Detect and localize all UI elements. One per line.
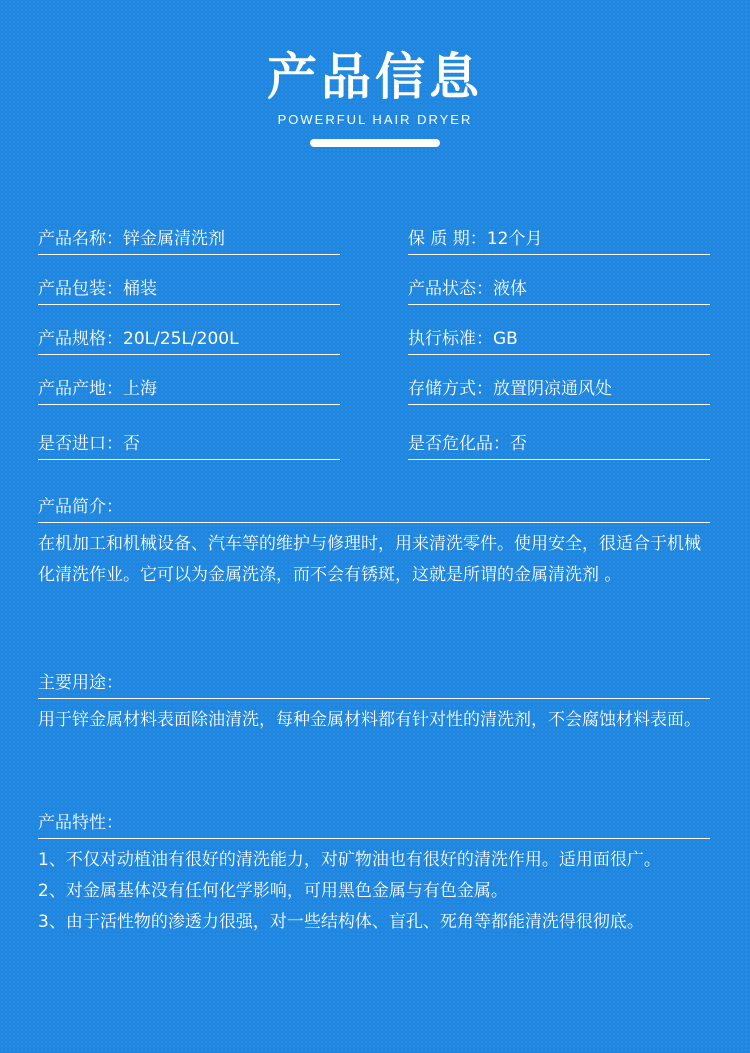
page-header bbox=[0, 44, 750, 147]
info-label: 产品产地： bbox=[38, 379, 123, 399]
info-label: 是否危化品： bbox=[408, 434, 510, 454]
info-label: 产品状态： bbox=[408, 279, 493, 299]
info-value: 上海 bbox=[123, 379, 157, 399]
features-section bbox=[38, 808, 710, 938]
product-info-grid bbox=[38, 205, 710, 460]
info-label: 产品名称： bbox=[38, 229, 123, 249]
info-row bbox=[38, 205, 710, 255]
info-label: 保 质 期： bbox=[408, 229, 487, 249]
page-subtitle: POWERFUL HAIR DRYER bbox=[277, 112, 473, 127]
info-origin bbox=[38, 355, 340, 405]
info-row bbox=[38, 405, 710, 460]
info-spec bbox=[38, 305, 340, 355]
section-heading: 产品简介： bbox=[38, 492, 710, 523]
info-label: 产品规格： bbox=[38, 329, 123, 349]
info-row bbox=[38, 355, 710, 405]
info-value: 液体 bbox=[493, 279, 527, 299]
page-title: 产品信息 bbox=[267, 48, 483, 106]
section-body bbox=[38, 705, 710, 736]
info-label: 存储方式： bbox=[408, 379, 493, 399]
info-hazardous bbox=[408, 405, 710, 460]
info-label: 执行标准： bbox=[408, 329, 493, 349]
info-packaging bbox=[38, 255, 340, 305]
info-shelf-name bbox=[38, 205, 340, 255]
info-value: 20L/25L/200L bbox=[123, 329, 239, 349]
feature-item: 3、由于活性物的渗透力很强，对一些结构体、盲孔、死角等都能清洗得很彻底。 bbox=[38, 912, 644, 932]
feature-item: 1、不仅对动植油有很好的清洗能力，对矿物油也有很好的清洗作用。适用面很广。 bbox=[38, 850, 661, 870]
info-state bbox=[408, 255, 710, 305]
info-imported bbox=[38, 405, 340, 460]
info-value: 12个月 bbox=[486, 229, 543, 249]
info-row bbox=[38, 305, 710, 355]
info-row bbox=[38, 255, 710, 305]
usage-section bbox=[38, 668, 710, 736]
info-value: 桶装 bbox=[123, 279, 157, 299]
info-value: 放置阴凉通风处 bbox=[493, 379, 612, 399]
usage-text: 用于锌金属材料表面除油清洗，每种金属材料都有针对性的清洗剂，不会腐蚀材料表面。 bbox=[38, 710, 701, 730]
info-value: 否 bbox=[123, 434, 140, 454]
intro-section bbox=[38, 492, 710, 591]
section-body bbox=[38, 845, 710, 938]
info-label: 产品包装： bbox=[38, 279, 123, 299]
feature-item: 2、对金属基体没有任何化学影响，可用黑色金属与有色金属。 bbox=[38, 881, 508, 901]
intro-text: 在机加工和机械设备、汽车等的维护与修理时，用来清洗零件。使用安全，很适合于机械化清洗作业。它可以为金属洗涤，而不会有锈斑，这就是所谓的金属清洗剂 。 bbox=[38, 534, 701, 585]
info-shelf-life bbox=[408, 205, 710, 255]
info-standard bbox=[408, 305, 710, 355]
info-label: 是否进口： bbox=[38, 434, 123, 454]
section-body bbox=[38, 529, 710, 591]
info-value: 否 bbox=[510, 434, 527, 454]
section-heading: 主要用途： bbox=[38, 668, 710, 699]
info-storage bbox=[408, 355, 710, 405]
info-value: 锌金属清洗剂 bbox=[123, 229, 225, 249]
title-underline-bar bbox=[310, 139, 440, 147]
section-heading: 产品特性： bbox=[38, 808, 710, 839]
info-value: GB bbox=[493, 329, 518, 349]
